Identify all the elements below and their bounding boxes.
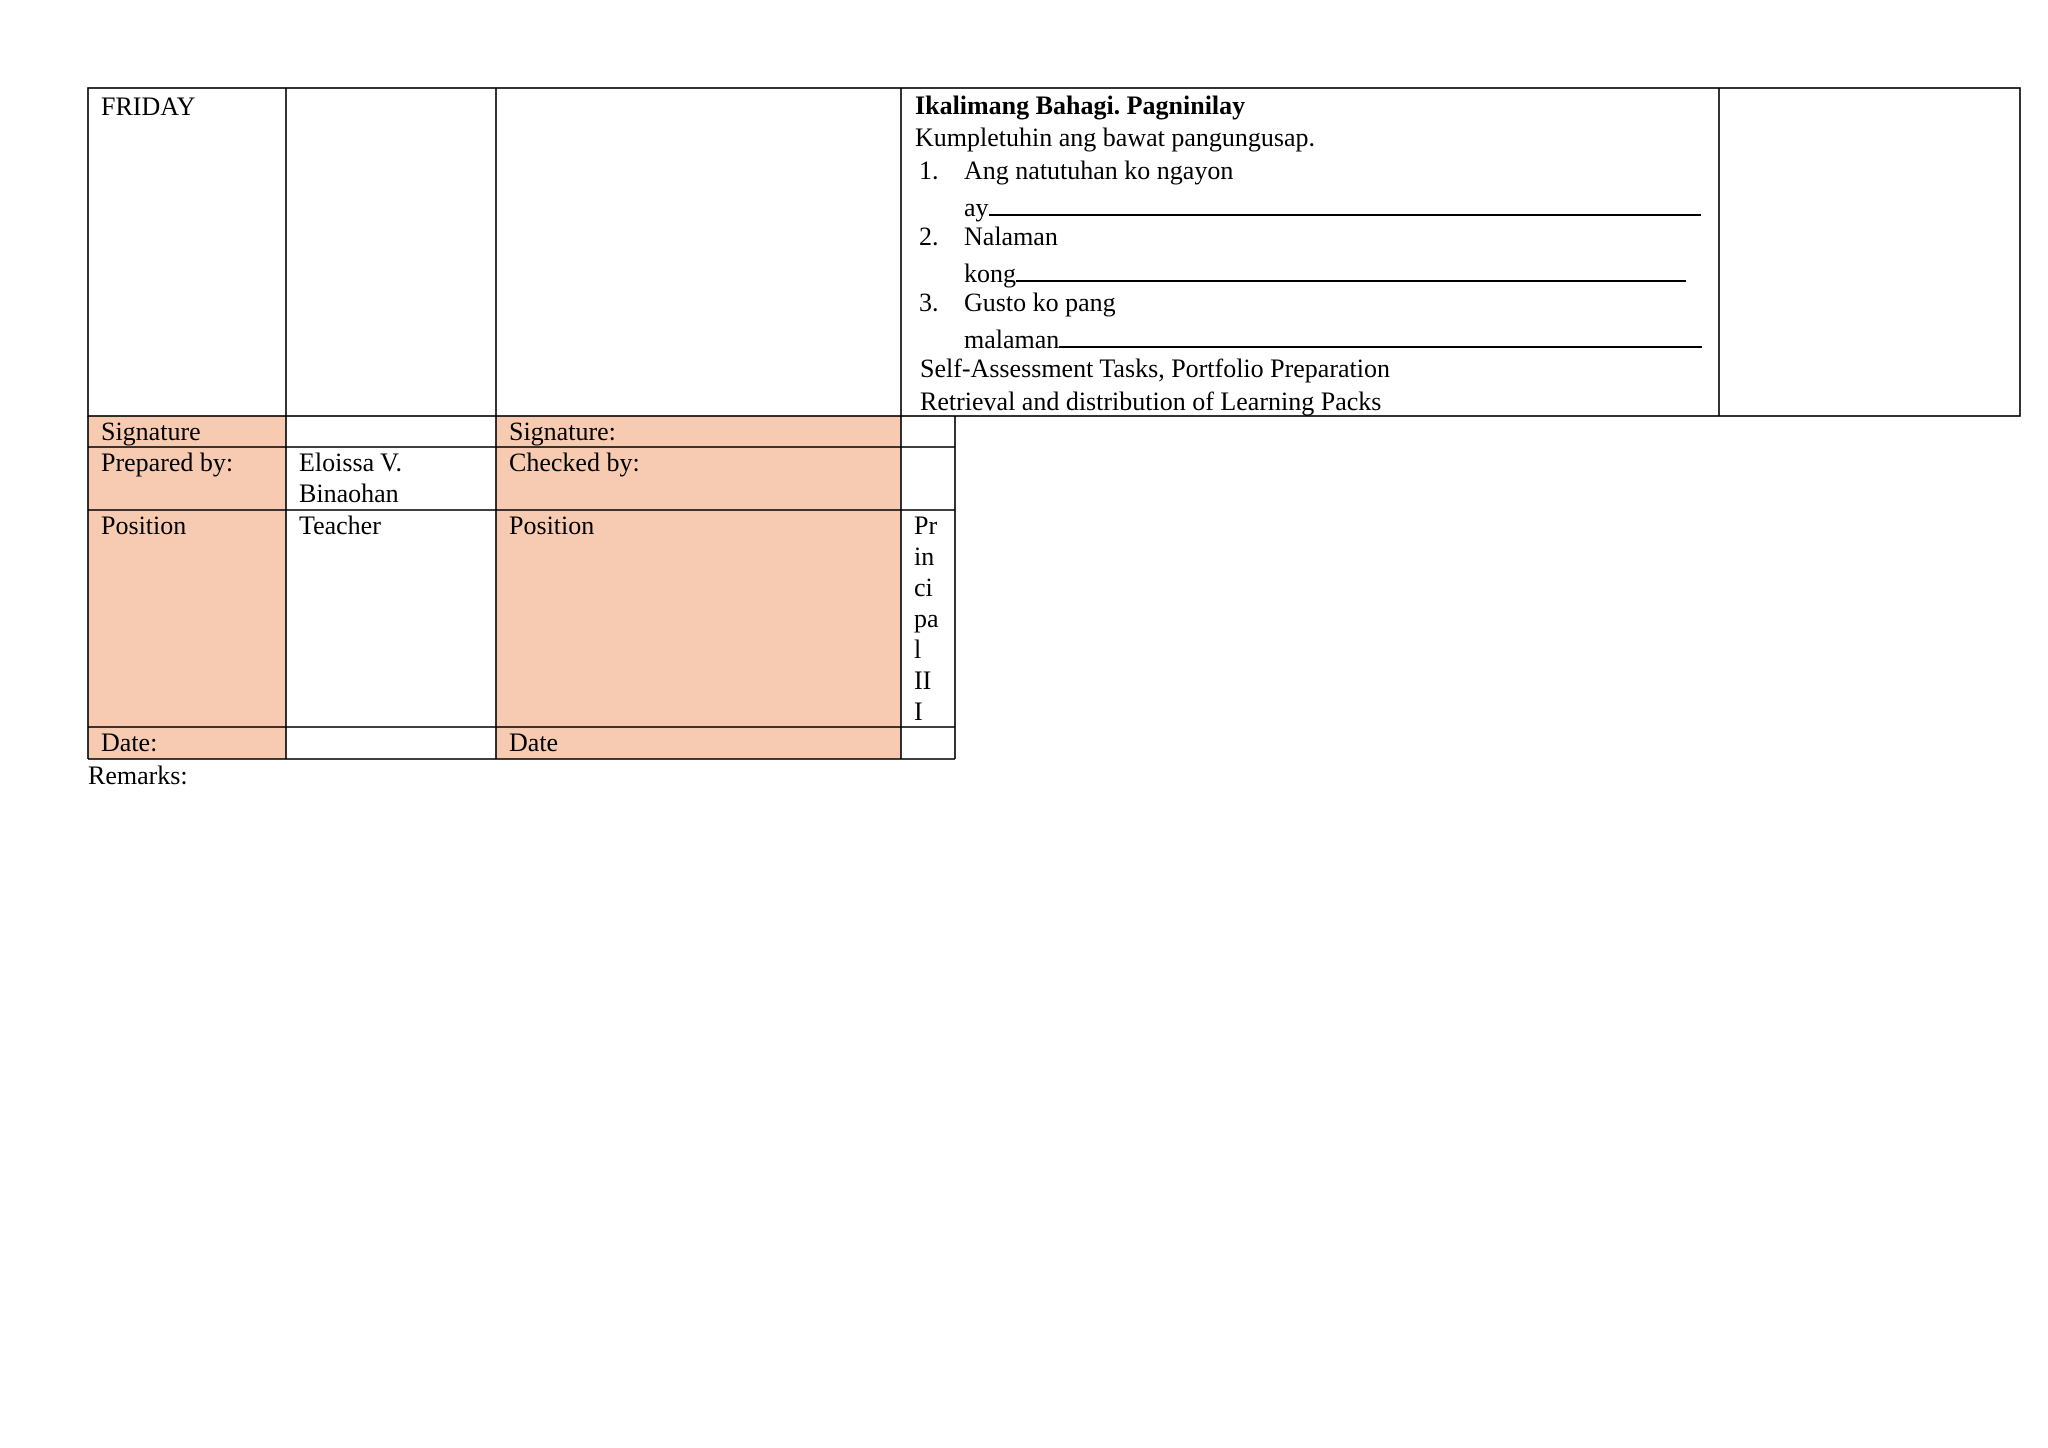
position-value-right-line: pa (914, 604, 939, 633)
prepared-by-name-cell (286, 447, 496, 510)
position-value-right-line: I (914, 697, 923, 726)
prepared-by-name-line2: Binaohan (299, 479, 399, 508)
prepared-by-label-cell (88, 447, 286, 510)
remarks-label: Remarks: (88, 761, 188, 790)
position-value-right-line: II (914, 666, 932, 695)
list-item-answer (964, 187, 1701, 224)
position-label-cell (88, 510, 286, 727)
position-label-right: Position (509, 511, 595, 540)
reflection-cell (901, 88, 1719, 416)
empty-cell-col5 (1719, 88, 2020, 416)
list-item-text (964, 220, 1058, 253)
position-value-right-line: Pr (914, 511, 938, 540)
signature-label-cell-right (496, 416, 901, 447)
date-value-cell (286, 727, 496, 759)
list-item-text (964, 286, 1116, 319)
list-number: 2. (919, 222, 939, 251)
list-item (919, 286, 939, 319)
list-item-line1: Nalaman (964, 222, 1058, 251)
list-item-line1: Gusto ko pang (964, 288, 1116, 317)
position-label: Position (101, 511, 187, 540)
date-value-cell-right (901, 727, 955, 759)
date-label: Date: (101, 728, 158, 757)
signature-label-right: Signature: (509, 417, 616, 446)
signature-label: Signature (101, 417, 201, 446)
empty-cell-col2 (286, 88, 496, 416)
position-value: Teacher (299, 511, 381, 540)
signature-value-cell-right (901, 416, 955, 447)
list-item-line2: kong (964, 259, 1016, 288)
list-item (919, 220, 939, 253)
answer-blank[interactable] (1059, 319, 1702, 348)
position-value-right-line: in (914, 542, 935, 571)
date-label-cell-right (496, 727, 901, 759)
prepared-by-name-line1: Eloissa V. (299, 448, 403, 477)
list-item-answer (964, 319, 1702, 356)
list-item-line1: Ang natutuhan ko ngayon (964, 156, 1234, 185)
list-item-text (964, 154, 1233, 187)
reflection-instruction: Kumpletuhin ang bawat pangungusap. (915, 123, 1316, 152)
answer-blank[interactable] (989, 187, 1701, 216)
checked-by-label: Checked by: (509, 448, 640, 477)
signature-label-cell (88, 416, 286, 447)
self-assessment-text: Self-Assessment Tasks, Portfolio Preparation (920, 354, 1390, 383)
date-label-cell (88, 727, 286, 759)
list-item-line2: ay (964, 193, 989, 222)
checked-by-label-cell (496, 447, 901, 510)
position-value-cell-right (901, 510, 955, 727)
position-label-cell-right (496, 510, 901, 727)
signature-value-cell (286, 416, 496, 447)
prepared-by-label: Prepared by: (101, 448, 234, 477)
list-number: 1. (919, 156, 939, 185)
retrieval-text: Retrieval and distribution of Learning Packs (920, 387, 1382, 416)
list-item-line2: malaman (964, 325, 1060, 354)
reflection-heading: Ikalimang Bahagi. Pagninilay (915, 91, 1246, 120)
date-label-right: Date (509, 728, 559, 757)
list-item-answer (964, 253, 1686, 290)
checked-by-value-cell (901, 447, 955, 510)
empty-cell-col3 (496, 88, 901, 416)
day-cell (88, 88, 286, 416)
position-value-cell (286, 510, 496, 727)
answer-blank[interactable] (1016, 253, 1686, 282)
list-item (919, 154, 939, 187)
list-number: 3. (919, 288, 939, 317)
position-value-right-line: ci (914, 573, 933, 602)
day-label: FRIDAY (101, 92, 196, 121)
position-value-right-line: l (914, 635, 922, 664)
